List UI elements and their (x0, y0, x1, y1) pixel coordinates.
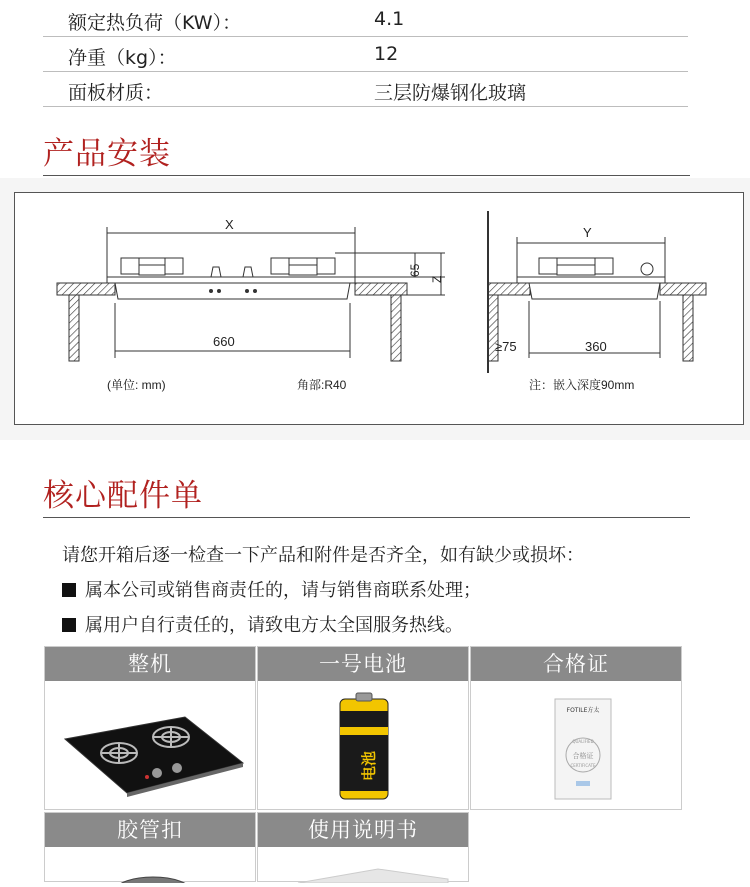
certificate-brand: FOTILE方太 (566, 707, 600, 714)
dim-660-label: 660 (213, 334, 235, 349)
certificate-stamp-en: CERTIFICATE (570, 763, 596, 768)
front-view-diagram (57, 227, 445, 361)
unit-note: (单位: mm) (107, 378, 166, 392)
accessory-name: 使用说明书 (258, 813, 468, 847)
square-bullet-icon (62, 583, 76, 597)
accessory-name: 胶管扣 (45, 813, 255, 847)
embed-note: 注：嵌入深度90mm (529, 378, 635, 392)
dim-x-label: X (225, 217, 234, 232)
square-bullet-icon (62, 618, 76, 632)
spec-row-heat-load (43, 2, 688, 37)
spec-row-panel-material (43, 72, 688, 107)
spec-row-weight (43, 37, 688, 72)
accessories-bullet: 属用户自行责任的，请致电方太全国服务热线。 (62, 611, 463, 637)
accessories-bullet: 属本公司或销售商责任的，请与销售商联系处理； (62, 576, 481, 602)
spec-label: 额定热负荷（KW）： (68, 12, 242, 34)
installation-diagram (14, 192, 744, 425)
spec-value: 12 (374, 43, 399, 65)
accessory-cell-cooktop (44, 646, 256, 810)
accessory-cell-hose-clamp (44, 812, 256, 882)
manual-image (258, 847, 468, 883)
dim-65-label: 65 (408, 263, 422, 277)
accessory-name: 一号电池 (258, 647, 468, 681)
accessory-name: 合格证 (471, 647, 681, 681)
dim-75-label: ≥75 (495, 339, 517, 354)
cooktop-image (45, 681, 255, 809)
spec-value: 4.1 (374, 8, 405, 30)
accessory-cell-manual (257, 812, 469, 882)
section-divider (43, 517, 690, 518)
dim-360-label: 360 (585, 339, 607, 354)
battery-image (258, 681, 468, 809)
accessories-section-title: 核心配件单 (43, 478, 203, 514)
spec-value: 三层防爆钢化玻璃 (374, 82, 527, 104)
accessory-cell-certificate (470, 646, 682, 810)
accessory-name: 整机 (45, 647, 255, 681)
spec-label: 面板材质： (68, 82, 164, 104)
hose-clamp-image (45, 847, 255, 883)
corner-note: 角部:R40 (297, 378, 347, 392)
certificate-stamp: 合格证 (572, 752, 594, 760)
spec-label: 净重（kg）： (68, 47, 177, 69)
battery-label: 电池 (360, 750, 378, 782)
accessory-cell-battery (257, 646, 469, 810)
accessories-intro: 请您开箱后逐一检查一下产品和附件是否齐全，如有缺少或损坏： (62, 545, 584, 566)
certificate-stamp-top: QUALIFIED (572, 739, 594, 744)
dim-z-label: Z (430, 275, 444, 283)
certificate-image (471, 681, 681, 809)
install-section-title: 产品安装 (43, 136, 171, 172)
dim-y-label: Y (583, 225, 592, 240)
section-divider (43, 175, 690, 176)
